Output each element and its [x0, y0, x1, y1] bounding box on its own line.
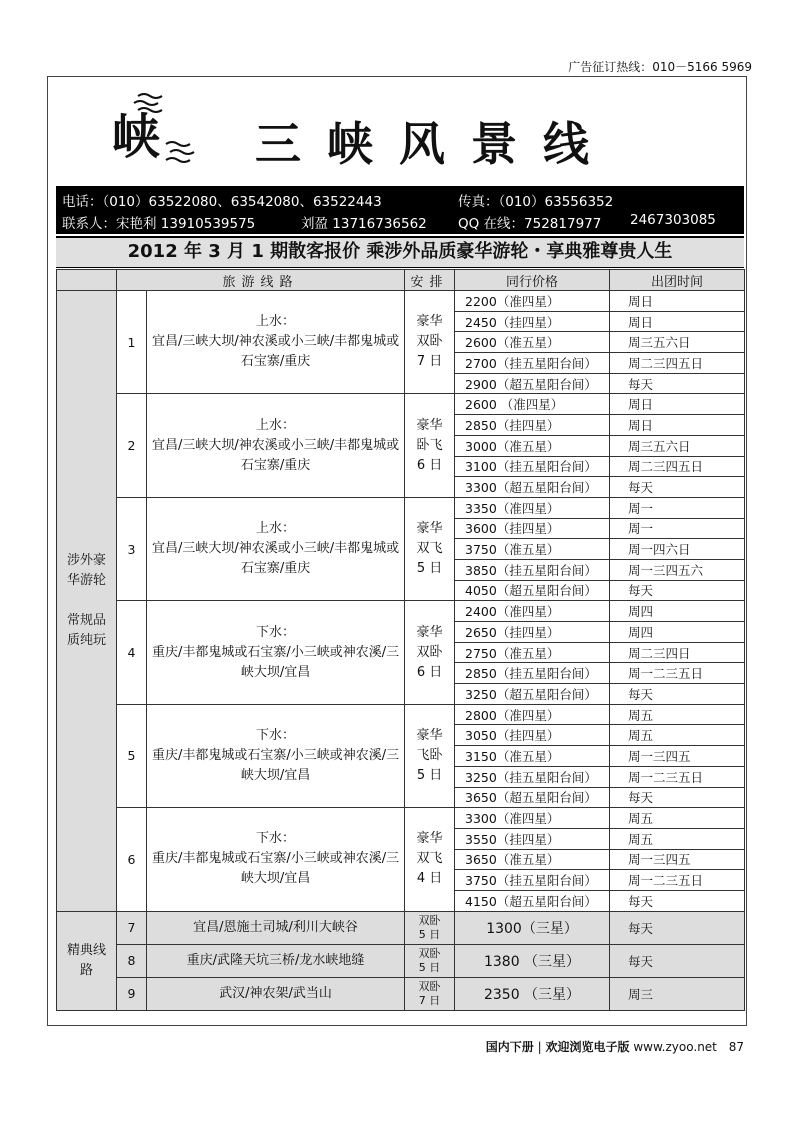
route-description: [147, 808, 405, 911]
route-path: 宜昌/三峡大坝/神农溪或小三峡/丰都鬼城或石宝寨/重庆: [151, 437, 400, 473]
price-cell: 2600（准五星）: [455, 332, 610, 353]
page-title: 三峡风景线: [255, 117, 615, 171]
departure-cell: 周五: [610, 808, 745, 829]
route-number: 8: [117, 944, 147, 977]
page-number: 87: [728, 1040, 744, 1054]
arrangement-line: 6 日: [416, 664, 443, 680]
route-number: 3: [117, 497, 147, 600]
departure-cell: 周二三四五日: [610, 353, 745, 374]
arrangement-line: 豪华: [416, 624, 443, 640]
departure-cell: 周二三四日: [610, 642, 745, 663]
price-cell: 3300（超五星阳台间）: [455, 477, 610, 498]
departure-cell: 周一三四五: [610, 849, 745, 870]
route-arrangement: [405, 911, 455, 944]
category-cruise: [57, 291, 117, 912]
departure-cell: 周日: [610, 415, 745, 436]
route-number: 9: [117, 977, 147, 1010]
route-direction: 上水：: [256, 314, 296, 330]
price-cell: 1380 （三星）: [455, 944, 610, 977]
contact-person-2: 刘盈 13716736562: [301, 216, 427, 232]
price-headline: 2012 年 3 月 1 期散客报价 乘涉外品质豪华游轮・享典雅尊贵人生: [56, 236, 744, 268]
price-cell: 2350 （三星）: [455, 977, 610, 1010]
route-arrangement: [405, 497, 455, 600]
departure-cell: 每天: [610, 373, 745, 394]
price-cell: 3250（超五星阳台间）: [455, 684, 610, 705]
price-cell: 3300（准四星）: [455, 808, 610, 829]
footer-welcome: 欢迎浏览电子版: [545, 1040, 630, 1054]
arrangement-line: 5 日: [416, 767, 443, 783]
departure-cell: 每天: [610, 477, 745, 498]
page-footer: [486, 1038, 744, 1055]
contact-person: 联系人：宋艳利 13910539575: [62, 216, 256, 232]
gorge-logo: [104, 86, 204, 172]
departure-cell: 每天: [610, 787, 745, 808]
route-path: 武汉/神农架/武当山: [147, 977, 405, 1010]
arrangement-line: 4 日: [416, 871, 443, 887]
departure-cell: 每天: [610, 684, 745, 705]
route-path: 宜昌/恩施土司城/利川大峡谷: [147, 911, 405, 944]
departure-cell: 每天: [610, 580, 745, 601]
phone-text: 电话：（010）63522080、63542080、63522443: [62, 194, 382, 210]
route-path: 重庆/丰都鬼城或石宝寨/小三峡或神农溪/三峡大坝/宜昌: [151, 644, 400, 680]
header-price: 同行价格: [455, 270, 610, 291]
route-arrangement: [405, 977, 455, 1010]
route-number: 6: [117, 808, 147, 911]
arrangement-line: 卧飞: [416, 437, 443, 453]
table-row: [57, 944, 745, 977]
departure-cell: 每天: [610, 911, 745, 944]
arrangement-line: 5 日: [416, 561, 443, 577]
arrangement-line: 双卧: [418, 946, 441, 960]
departure-cell: 周一二三五日: [610, 870, 745, 891]
route-number: 5: [117, 704, 147, 807]
footer-url[interactable]: www.zyoo.net: [633, 1040, 717, 1054]
arrangement-line: 双卧: [418, 979, 441, 993]
price-cell: 3000（准五星）: [455, 435, 610, 456]
price-cell: 2600 （准四星）: [455, 394, 610, 415]
price-cell: 3050（挂四星）: [455, 725, 610, 746]
arrangement-line: 7 日: [416, 354, 443, 370]
qq-text: QQ 在线：752817977: [458, 216, 602, 232]
table-row: [57, 704, 745, 725]
route-path: 重庆/丰都鬼城或石宝寨/小三峡或神农溪/三峡大坝/宜昌: [151, 851, 400, 887]
footer-section: 国内下册: [485, 1040, 534, 1054]
departure-cell: 周日: [610, 291, 745, 312]
route-path: 宜昌/三峡大坝/神农溪或小三峡/丰都鬼城或石宝寨/重庆: [151, 541, 400, 577]
price-cell: 3850（挂五星阳台间）: [455, 559, 610, 580]
arrangement-line: 双卧: [416, 334, 443, 350]
price-cell: 3600（挂四星）: [455, 518, 610, 539]
route-direction: 下水：: [256, 831, 296, 847]
route-description: [147, 497, 405, 600]
arrangement-line: 飞卧: [416, 747, 443, 763]
price-cell: 3650（超五星阳台间）: [455, 787, 610, 808]
price-cell: 1300（三星）: [455, 911, 610, 944]
arrangement-line: 双卧: [418, 913, 441, 927]
price-cell: 2650（挂四星）: [455, 622, 610, 643]
route-direction: 上水：: [256, 521, 296, 537]
price-cell: 3750（挂五星阳台间）: [455, 870, 610, 891]
fax-text: 传真：（010）63556352: [458, 194, 614, 210]
route-arrangement: [405, 291, 455, 394]
arrangement-line: 豪华: [416, 417, 443, 433]
route-number: 1: [117, 291, 147, 394]
route-arrangement: [405, 704, 455, 807]
departure-cell: 周三五六日: [610, 435, 745, 456]
departure-cell: 周日: [610, 311, 745, 332]
price-table: [56, 269, 745, 1011]
header-arrangement: 安排: [405, 270, 455, 291]
header-route: 旅游线路: [117, 270, 405, 291]
price-cell: 2750（准五星）: [455, 642, 610, 663]
arrangement-line: 豪华: [416, 727, 443, 743]
route-path: 重庆/武隆天坑三桥/龙水峡地缝: [147, 944, 405, 977]
departure-cell: 周三: [610, 977, 745, 1010]
departure-cell: 周一二三五日: [610, 766, 745, 787]
departure-cell: 周五: [610, 725, 745, 746]
price-cell: 2850（挂四星）: [455, 415, 610, 436]
departure-cell: 周一: [610, 518, 745, 539]
category-cruise-line2: 常规品质纯玩: [66, 612, 106, 648]
route-description: [147, 291, 405, 394]
price-cell: 2800（准四星）: [455, 704, 610, 725]
departure-cell: 周五: [610, 828, 745, 849]
departure-cell: 每天: [610, 890, 745, 911]
price-cell: 3650（准五星）: [455, 849, 610, 870]
arrangement-line: 双飞: [416, 851, 443, 867]
departure-cell: 周四: [610, 622, 745, 643]
price-cell: 3750（准五星）: [455, 539, 610, 560]
route-number: 2: [117, 394, 147, 497]
price-cell: 4150（超五星阳台间）: [455, 890, 610, 911]
route-description: [147, 704, 405, 807]
arrangement-line: 豪华: [416, 314, 443, 330]
table-row: [57, 601, 745, 622]
route-description: [147, 601, 405, 704]
route-direction: 上水：: [256, 417, 296, 433]
arrangement-line: 5 日: [418, 927, 441, 941]
category-classic: 精典线路: [57, 911, 117, 1010]
departure-cell: 周四: [610, 601, 745, 622]
departure-cell: 周五: [610, 704, 745, 725]
departure-cell: 周一三四五: [610, 746, 745, 767]
route-arrangement: [405, 944, 455, 977]
header-departure: 出团时间: [610, 270, 745, 291]
price-cell: 3100（挂五星阳台间）: [455, 456, 610, 477]
logo-character: 峡: [112, 109, 161, 165]
arrangement-line: 豪华: [416, 521, 443, 537]
departure-cell: 周二三四五日: [610, 456, 745, 477]
departure-cell: 周日: [610, 394, 745, 415]
category-cruise-line1: 涉外豪华游轮: [66, 552, 106, 588]
route-direction: 下水：: [256, 727, 296, 743]
price-cell: 2900（超五星阳台间）: [455, 373, 610, 394]
table-row: [57, 808, 745, 829]
route-number: 7: [117, 911, 147, 944]
departure-cell: 周三五六日: [610, 332, 745, 353]
arrangement-line: 双飞: [416, 541, 443, 557]
price-cell: 2200（准四星）: [455, 291, 610, 312]
arrangement-line: 双卧: [416, 644, 443, 660]
price-cell: 4050（超五星阳台间）: [455, 580, 610, 601]
route-path: 宜昌/三峡大坝/神农溪或小三峡/丰都鬼城或石宝寨/重庆: [151, 334, 400, 370]
price-cell: 3150（准五星）: [455, 746, 610, 767]
table-row: [57, 977, 745, 1010]
table-row: [57, 911, 745, 944]
price-cell: 3350（准四星）: [455, 497, 610, 518]
header-blank: [57, 270, 117, 291]
table-row: [57, 291, 745, 312]
footer-separator: |: [537, 1040, 542, 1054]
route-arrangement: [405, 601, 455, 704]
table-row: [57, 394, 745, 415]
route-number: 4: [117, 601, 147, 704]
route-direction: 下水：: [256, 624, 296, 640]
departure-cell: 周一三四五六: [610, 559, 745, 580]
price-cell: 2450（挂四星）: [455, 311, 610, 332]
arrangement-line: 5 日: [418, 960, 441, 974]
price-cell: 3250（挂五星阳台间）: [455, 766, 610, 787]
price-cell: 2400（准四星）: [455, 601, 610, 622]
arrangement-line: 豪华: [416, 831, 443, 847]
route-arrangement: [405, 808, 455, 911]
qq-text-2: 2467303085: [630, 212, 716, 228]
route-description: [147, 394, 405, 497]
price-cell: 3550（挂四星）: [455, 828, 610, 849]
table-header-row: [57, 270, 745, 291]
departure-cell: 周一四六日: [610, 539, 745, 560]
price-cell: 2850（挂五星阳台间）: [455, 663, 610, 684]
departure-cell: 周一: [610, 497, 745, 518]
ad-hotline: 广告征订热线：010－5166 5969: [568, 60, 752, 74]
route-path: 重庆/丰都鬼城或石宝寨/小三峡或神农溪/三峡大坝/宜昌: [151, 747, 400, 783]
departure-cell: 周一二三五日: [610, 663, 745, 684]
arrangement-line: 7 日: [418, 993, 441, 1007]
contact-bar: [56, 186, 744, 234]
table-row: [57, 497, 745, 518]
arrangement-line: 6 日: [416, 457, 443, 473]
route-arrangement: [405, 394, 455, 497]
price-cell: 2700（挂五星阳台间）: [455, 353, 610, 374]
departure-cell: 每天: [610, 944, 745, 977]
